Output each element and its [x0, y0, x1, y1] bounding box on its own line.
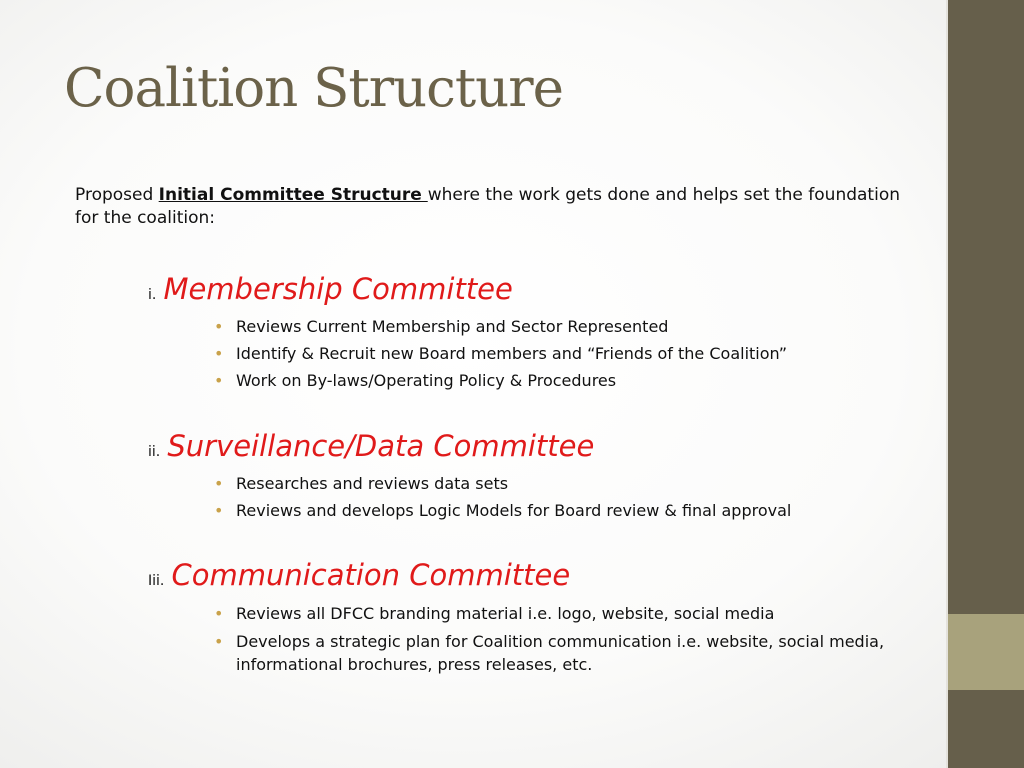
surveillance-bullet-list [236, 470, 916, 524]
committee-heading-membership [148, 272, 513, 306]
intro-emphasis: Initial Committee Structure [158, 185, 428, 205]
list-item: • Identify & Recruit new Board members and “Friends of the Coalition” [236, 340, 916, 367]
intro-rest: where the work gets done and helps set the foundation for the coalition: [75, 185, 900, 228]
committee-name: Communication Committee [171, 558, 571, 592]
list-item: • Work on By-laws/Operating Policy & Procedures [236, 367, 916, 394]
list-item: • Reviews Current Membership and Sector Represented [236, 313, 916, 340]
list-item: • Researches and reviews data sets [236, 470, 916, 497]
intro-lead: Proposed [75, 185, 159, 205]
membership-bullet-list [236, 313, 916, 394]
committee-heading-surveillance [148, 429, 594, 463]
slide-title: Coalition Structure [64, 58, 563, 119]
list-item: • Develops a strategic plan for Coalition communication i.e. website, social media, informational brochures, press releases, etc. [236, 630, 916, 676]
committee-name: Surveillance/Data Committee [167, 429, 595, 463]
communication-bullet-list [236, 600, 916, 676]
sidebar-accent-block [948, 614, 1024, 690]
list-item: • Reviews all DFCC branding material i.e. logo, website, social media [236, 600, 916, 627]
committee-numeral: ii. [148, 444, 161, 460]
intro-paragraph [75, 184, 925, 230]
committee-numeral: i. [148, 287, 157, 303]
list-item: • Reviews and develops Logic Models for Board review & final approval [236, 497, 916, 524]
committee-name: Membership Committee [163, 272, 513, 306]
committee-heading-communication [148, 558, 570, 592]
committee-numeral: Iii. [148, 573, 165, 589]
